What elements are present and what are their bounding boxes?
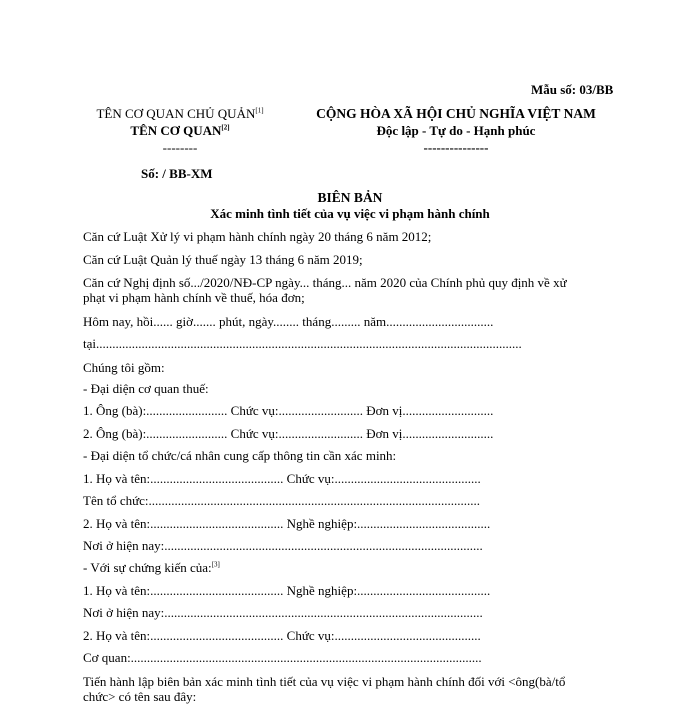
text-line: Tên tổ chức:...................................................................................................... [83, 493, 481, 508]
agency-parent [70, 106, 290, 122]
form-number: Mẫu số: 03/BB [531, 82, 614, 97]
agency-parent-note: [1] [255, 106, 264, 115]
agency-parent-text: TÊN CƠ QUAN CHỦ QUẢN [96, 106, 256, 121]
text-line: 2. Họ và tên:......................................... Nghề nghiệp:......................................... [83, 516, 491, 531]
agency-name [70, 123, 290, 139]
text-line: Tiến hành lập biên bản xác minh tình tiết của vụ việc vi phạm hành chính đối với <ông(bà/tổ [83, 674, 566, 689]
text-line: 2. Họ và tên:......................................... Chức vụ:............................................. [83, 628, 481, 643]
text-line: - Đại diện cơ quan thuế: [83, 381, 209, 396]
country-name: CỘNG HÒA XÃ HỘI CHỦ NGHĨA VIỆT NAM [316, 106, 596, 121]
text-line: Hôm nay, hồi...... giờ....... phút, ngày........ tháng......... năm................................. [83, 314, 494, 329]
agency-note: [2] [221, 123, 230, 132]
text-line: Nơi ở hiện nay:.................................................................................................. [83, 538, 483, 553]
motto: Độc lập - Tự do - Hạnh phúc [376, 123, 536, 138]
witness-text: - Với sự chứng kiến của: [83, 560, 212, 575]
left-dashes: -------- [162, 140, 198, 155]
text-line: tại................................................................................................................................... [83, 336, 522, 351]
text-line: - Đại diện tổ chức/cá nhân cung cấp thông tin cần xác minh: [83, 448, 397, 463]
doc-number: Số: / BB-XM [141, 166, 213, 181]
text-line: 1. Ông (bà):......................... Chức vụ:.......................... Đơn vị............................ [83, 403, 494, 418]
text-line: phạt vi phạm hành chính về thuế, hóa đơn; [83, 290, 305, 305]
text-line: Nơi ở hiện nay:.................................................................................................. [83, 605, 483, 620]
text-line: Căn cứ Luật Quản lý thuế ngày 13 tháng 6 năm 2019; [83, 252, 363, 267]
agency-text: TÊN CƠ QUAN [130, 123, 222, 138]
header-right [288, 106, 624, 156]
text-line: 1. Họ và tên:......................................... Chức vụ:............................................. [83, 471, 481, 486]
witness-note: [3] [211, 560, 220, 569]
text-line: chức> có tên sau đây: [83, 689, 197, 704]
doc-subtitle: Xác minh tình tiết của vụ việc vi phạm hành chính [210, 206, 490, 221]
text-line: Chúng tôi gồm: [83, 360, 165, 375]
right-dashes: --------------- [423, 140, 489, 155]
text-line: 2. Ông (bà):......................... Chức vụ:.......................... Đơn vị............................ [83, 426, 494, 441]
doc-title: BIÊN BẢN [317, 190, 383, 205]
text-line: 1. Họ và tên:......................................... Nghề nghiệp:......................................... [83, 583, 491, 598]
text-line: Căn cứ Luật Xử lý vi phạm hành chính ngày 20 tháng 6 năm 2012; [83, 229, 432, 244]
header-left [70, 106, 290, 156]
witness-line [83, 560, 220, 576]
text-line: Cơ quan:............................................................................................................ [83, 650, 482, 665]
text-line: Căn cứ Nghị định số.../2020/NĐ-CP ngày... tháng... năm 2020 của Chính phủ quy định về xử [83, 275, 567, 290]
